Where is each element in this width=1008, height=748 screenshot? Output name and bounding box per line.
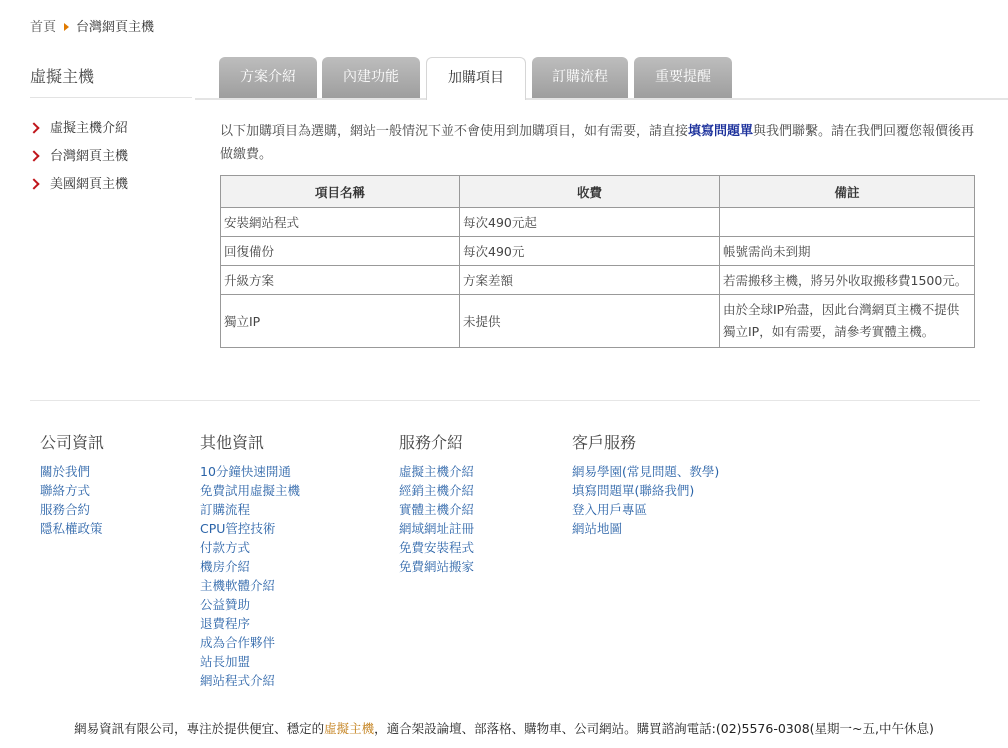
sidebar-item-label: 美國網頁主機 bbox=[50, 177, 129, 192]
cell-fee: 方案差額 bbox=[460, 266, 720, 295]
footer-link-sponsorship[interactable]: 公益贊助 bbox=[200, 597, 251, 612]
sidebar-item-taiwan-web-host[interactable] bbox=[30, 146, 128, 174]
footer-link-free-trial[interactable]: 免費試用虛擬主機 bbox=[200, 483, 301, 498]
footer-link-contact[interactable]: 聯絡方式 bbox=[40, 483, 91, 498]
sidebar-title: 虛擬主機 bbox=[30, 67, 95, 86]
sidebar-nav bbox=[30, 118, 128, 202]
copyright-text-after: ，適合架設論壇、部落格、購物車、公司網站。購買諮詢電話:(02)5576-0308(星期一~五,中午休息) bbox=[374, 721, 934, 736]
cell-note: 帳號需尚未到期 bbox=[720, 237, 975, 266]
intro-text bbox=[220, 120, 980, 166]
footer-link-reseller-host[interactable]: 經銷主機介紹 bbox=[399, 483, 475, 498]
footer-link-webmaster-join[interactable]: 站長加盟 bbox=[200, 654, 251, 669]
intro-text-after: 與我們聯繫。請在我們回覆您報價後再做繳費。 bbox=[220, 124, 975, 162]
footer-link-partner[interactable]: 成為合作夥伴 bbox=[200, 635, 276, 650]
copyright-line bbox=[0, 719, 1008, 737]
table-header-row bbox=[221, 176, 975, 208]
tab-important-notes[interactable]: 重要提醒 bbox=[634, 57, 732, 98]
footer-link-quick-activation[interactable]: 10分鐘快速開通 bbox=[200, 464, 291, 479]
cell-note: 由於全球IP殆盡，因此台灣網頁主機不提供獨立IP，如有需要，請參考實體主機。 bbox=[720, 295, 975, 348]
cell-fee: 每次490元 bbox=[460, 237, 720, 266]
tab-order-process[interactable]: 訂購流程 bbox=[532, 57, 628, 98]
footer-link-host-software[interactable]: 主機軟體介紹 bbox=[200, 578, 276, 593]
footer-link-support-ticket[interactable]: 填寫問題單(聯絡我們) bbox=[572, 483, 695, 498]
sidebar-item-label: 台灣網頁主機 bbox=[50, 149, 129, 164]
tab-built-in-features[interactable]: 內建功能 bbox=[322, 57, 420, 98]
footer-link-payment-methods[interactable]: 付款方式 bbox=[200, 540, 251, 555]
footer-column-title: 客戶服務 bbox=[572, 433, 637, 452]
footer-column-customer-service bbox=[572, 430, 719, 538]
footer-link-free-install[interactable]: 免費安裝程式 bbox=[399, 540, 475, 555]
footer-link-free-migration[interactable]: 免費網站搬家 bbox=[399, 559, 475, 574]
tab-bar bbox=[219, 57, 1008, 99]
chevron-right-icon bbox=[28, 150, 39, 161]
table-row bbox=[221, 295, 975, 348]
tab-plan-intro[interactable]: 方案介紹 bbox=[219, 57, 317, 98]
sidebar-item-label: 虛擬主機介紹 bbox=[50, 121, 129, 136]
table-row bbox=[221, 208, 975, 237]
copyright-text-before: 網易資訊有限公司，專注於提供便宜、穩定的 bbox=[74, 721, 325, 736]
chevron-right-icon bbox=[28, 178, 39, 189]
footer-link-service-contract[interactable]: 服務合約 bbox=[40, 502, 91, 517]
intro-text-before: 以下加購項目為選購，網站一般情況下並不會使用到加購項目，如有需要，請直接 bbox=[220, 124, 689, 139]
footer-link-sitemap[interactable]: 網站地圖 bbox=[572, 521, 623, 536]
footer-link-dedicated-host[interactable]: 實體主機介紹 bbox=[399, 502, 475, 517]
cell-item-name: 獨立IP bbox=[221, 295, 460, 348]
column-header-note: 備註 bbox=[720, 176, 975, 208]
footer-column-title: 服務介紹 bbox=[399, 433, 464, 452]
cell-item-name: 回復備份 bbox=[221, 237, 460, 266]
breadcrumb-arrow-icon bbox=[64, 23, 69, 31]
sidebar-item-virtual-host-intro[interactable] bbox=[30, 118, 128, 146]
footer-column-title: 公司資訊 bbox=[40, 433, 105, 452]
footer-link-refund[interactable]: 退費程序 bbox=[200, 616, 251, 631]
footer-column-company-info bbox=[40, 430, 104, 538]
footer-column-services bbox=[399, 430, 474, 576]
footer-link-privacy-policy[interactable]: 隱私權政策 bbox=[40, 521, 103, 536]
breadcrumb-home-link[interactable]: 首頁 bbox=[30, 20, 57, 35]
footer-link-web-programs[interactable]: 網站程式介紹 bbox=[200, 673, 276, 688]
column-header-item-name: 項目名稱 bbox=[221, 176, 460, 208]
footer-link-about-us[interactable]: 關於我們 bbox=[40, 464, 91, 479]
footer-link-virtual-host[interactable]: 虛擬主機介紹 bbox=[399, 464, 475, 479]
sidebar-item-us-web-host[interactable] bbox=[30, 174, 128, 202]
tab-add-on-items[interactable]: 加購項目 bbox=[426, 57, 526, 100]
footer-divider bbox=[30, 400, 980, 401]
sidebar-divider bbox=[30, 97, 192, 98]
fill-form-link[interactable]: 填寫問題單 bbox=[688, 124, 754, 139]
cell-fee: 未提供 bbox=[460, 295, 720, 348]
table-row bbox=[221, 266, 975, 295]
table-row bbox=[221, 237, 975, 266]
cell-note bbox=[720, 208, 975, 237]
footer-link-order-process[interactable]: 訂購流程 bbox=[200, 502, 251, 517]
add-on-table bbox=[220, 175, 975, 348]
footer-link-domain-registration[interactable]: 網域網址註冊 bbox=[399, 521, 475, 536]
cell-note: 若需搬移主機，將另外收取搬移費1500元。 bbox=[720, 266, 975, 295]
copyright-virtual-host-link[interactable]: 虛擬主機 bbox=[324, 721, 375, 736]
cell-item-name: 升級方案 bbox=[221, 266, 460, 295]
chevron-right-icon bbox=[28, 122, 39, 133]
breadcrumb bbox=[30, 19, 154, 37]
footer-link-academy[interactable]: 網易學園(常見問題、教學) bbox=[572, 464, 720, 479]
breadcrumb-current: 台灣網頁主機 bbox=[76, 20, 155, 35]
cell-fee: 每次490元起 bbox=[460, 208, 720, 237]
cell-item-name: 安裝網站程式 bbox=[221, 208, 460, 237]
footer-column-title: 其他資訊 bbox=[200, 433, 265, 452]
footer-link-login[interactable]: 登入用戶專區 bbox=[572, 502, 648, 517]
footer-link-datacenter[interactable]: 機房介紹 bbox=[200, 559, 251, 574]
column-header-fee: 收費 bbox=[460, 176, 720, 208]
footer-link-cpu-control[interactable]: CPU管控技術 bbox=[200, 521, 276, 536]
footer-column-other-info bbox=[200, 430, 300, 690]
